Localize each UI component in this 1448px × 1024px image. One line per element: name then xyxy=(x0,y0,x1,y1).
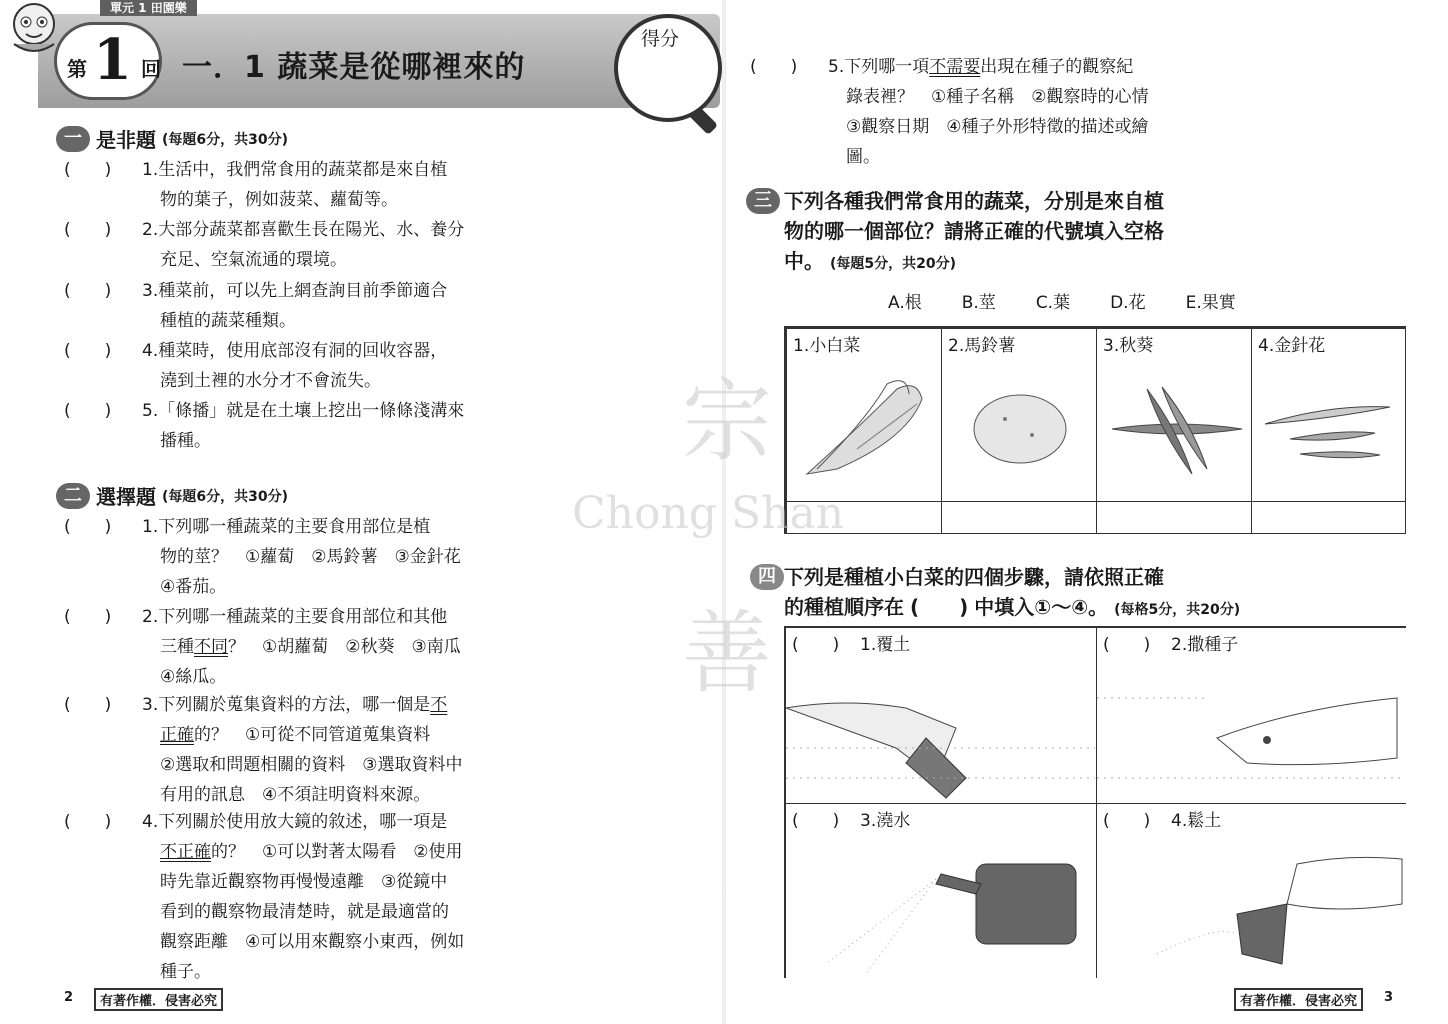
question-line: 觀察距離 ④可以用來觀察小東西，例如 xyxy=(160,932,465,952)
section3-line: 中。 xyxy=(784,249,824,273)
question-line: 物的葉子，例如菠菜、蘿蔔等。 xyxy=(160,190,398,210)
veg-label: 4.金針花 xyxy=(1258,336,1326,356)
veg-cell-daylily xyxy=(1251,328,1406,502)
watermark-text: Chong Shan xyxy=(572,488,845,539)
step-label: 1.覆土 xyxy=(860,635,911,655)
tf-question-2 xyxy=(64,215,714,277)
step-answer[interactable]: ( ) xyxy=(792,635,840,655)
tf-question-1 xyxy=(64,155,714,217)
lesson-suffix: 回 xyxy=(141,57,161,81)
question-line: 時先靠近觀察物再慢慢遠離 ③從鏡中 xyxy=(160,872,448,892)
question-text: 3.下列關於蒐集資料的方法，哪一個是 xyxy=(142,695,431,715)
section1-title: 是非題 xyxy=(96,128,156,152)
vegetable-table xyxy=(784,326,1406,534)
question-text: 的？ ①可以對著太陽看 ②使用 xyxy=(211,842,463,862)
section3-line: 物的哪一個部位？請將正確的代號填入空格 xyxy=(784,219,1164,243)
question-text: 出現在種子的觀察紀 xyxy=(980,57,1134,77)
tf-question-5 xyxy=(64,396,714,458)
veg-cell-okra xyxy=(1096,328,1252,502)
section3-header xyxy=(746,186,1436,279)
step-cell-water xyxy=(786,803,1097,978)
loosen-soil-illustration xyxy=(1097,844,1405,977)
unit-label: 單元 1 田園樂 xyxy=(100,0,197,16)
question-line: 充足、空氣流通的環境。 xyxy=(160,250,347,270)
section3-line: 下列各種我們常食用的蔬菜，分別是來自植 xyxy=(784,189,1164,213)
question-text: ？ ①胡蘿蔔 ②秋葵 ③南瓜 xyxy=(228,637,461,657)
steps-grid xyxy=(784,626,1406,978)
step-cell-sow-seeds xyxy=(1096,628,1406,804)
step-label: 3.澆水 xyxy=(860,811,911,831)
copyright-right: 有著作權．侵害必究 xyxy=(1234,988,1363,1011)
question-text: 5.下列哪一項 xyxy=(828,57,930,77)
mc-question-4 xyxy=(64,807,714,989)
question-line: 種植的蔬菜種類。 xyxy=(160,311,296,331)
option-leaf: C.葉 xyxy=(1035,293,1071,313)
step-cell-loosen-soil xyxy=(1096,803,1406,978)
tf-question-3 xyxy=(64,276,714,338)
answer-paren[interactable]: ( ) xyxy=(64,695,112,715)
answer-paren[interactable]: ( ) xyxy=(64,341,112,361)
section3-note: (每題5分，共20分) xyxy=(830,256,957,272)
answer-paren[interactable]: ( ) xyxy=(64,160,112,180)
veg-cell-cabbage xyxy=(786,328,942,502)
section4-text: 的種植順序在 xyxy=(784,595,904,619)
watermark-char: 宗 xyxy=(682,369,772,474)
potato-icon xyxy=(970,389,1070,469)
lesson-badge xyxy=(54,22,162,100)
lesson-number: 1 xyxy=(93,27,132,93)
question-line: 圖。 xyxy=(846,147,880,167)
daylily-bud-icon xyxy=(1260,399,1400,469)
emphasis-text: 不正確 xyxy=(160,842,211,862)
answer-paren-example: ( ) xyxy=(910,595,969,619)
question-line: 物的莖？ ①蘿蔔 ②馬鈴薯 ③金針花 xyxy=(160,547,461,567)
sow-seeds-illustration xyxy=(1097,668,1405,802)
tf-question-4 xyxy=(64,336,714,398)
question-line: 1.生活中，我們常食用的蔬菜都是來自植 xyxy=(142,160,448,180)
question-line: ③觀察日期 ④種子外形特徵的描述或繪 xyxy=(846,117,1149,137)
section4-header xyxy=(750,562,1440,625)
section4-text: 中填入①～④。 xyxy=(974,595,1109,619)
answer-paren[interactable]: ( ) xyxy=(64,517,112,537)
section4-line: 下列是種植小白菜的四個步驟，請依照正確 xyxy=(784,565,1164,589)
answer-paren[interactable]: ( ) xyxy=(64,281,112,301)
section2-badge: 二 xyxy=(56,483,90,509)
question-line: 5.「條播」就是在土壤上挖出一條條淺溝來 xyxy=(142,401,465,421)
step-cell-cover-soil xyxy=(786,628,1097,804)
option-fruit: E.果實 xyxy=(1185,293,1236,313)
question-line: 錄表裡？ ①種子名稱 ②觀察時的心情 xyxy=(846,87,1149,107)
question-line: ②選取和問題相關的資料 ③選取資料中 xyxy=(160,755,463,775)
question-text: 三種 xyxy=(160,637,194,657)
okra-icon xyxy=(1107,379,1247,479)
copyright-left: 有著作權．侵害必究 xyxy=(94,988,223,1011)
section2-note: (每題6分，共30分) xyxy=(162,488,289,505)
watermark-char: 善 xyxy=(682,601,772,706)
step-label: 4.鬆土 xyxy=(1171,811,1222,831)
bok-choy-icon xyxy=(797,369,927,479)
mc-question-3 xyxy=(64,690,714,812)
option-flower: D.花 xyxy=(1110,293,1146,313)
mc-question-2 xyxy=(64,602,714,694)
veg-label: 3.秋葵 xyxy=(1103,336,1154,356)
section1-header xyxy=(56,124,288,153)
question-line: 播種。 xyxy=(160,431,211,451)
option-root: A.根 xyxy=(888,293,922,313)
page-number-left: 2 xyxy=(64,990,74,1005)
page-title: 一．1 蔬菜是從哪裡來的 xyxy=(182,50,526,85)
answer-paren[interactable]: ( ) xyxy=(64,401,112,421)
question-line: 1.下列哪一種蔬菜的主要食用部位是植 xyxy=(142,517,431,537)
emphasis-text: 正確 xyxy=(160,725,194,745)
section2-title: 選擇題 xyxy=(96,485,156,509)
section2-header xyxy=(56,481,288,510)
answer-paren[interactable]: ( ) xyxy=(64,220,112,240)
answer-cell[interactable] xyxy=(941,501,1097,534)
question-text: 的？ ①可從不同管道蒐集資料 xyxy=(194,725,431,745)
veg-label: 2.馬鈴薯 xyxy=(948,336,1016,356)
question-line: 4.種菜時，使用底部沒有洞的回收容器， xyxy=(142,341,448,361)
question-line: 2.下列哪一種蔬菜的主要食用部位和其他 xyxy=(142,607,448,627)
veg-cell-potato xyxy=(941,328,1097,502)
step-answer[interactable]: ( ) xyxy=(1103,811,1151,831)
question-line: 看到的觀察物最清楚時，就是最適當的 xyxy=(160,902,449,922)
question-line: 種子。 xyxy=(160,962,211,982)
answer-paren[interactable]: ( ) xyxy=(64,607,112,627)
question-line: 有用的訊息 ④不須註明資料來源。 xyxy=(160,785,431,805)
veg-label: 1.小白菜 xyxy=(793,336,861,356)
answer-cell[interactable] xyxy=(1096,501,1252,534)
question-line: 3.種菜前，可以先上網查詢目前季節適合 xyxy=(142,281,448,301)
question-line: 4.下列關於使用放大鏡的敘述，哪一項是 xyxy=(142,812,448,832)
answer-cell[interactable] xyxy=(1251,501,1406,534)
score-label: 得分 xyxy=(641,28,680,50)
cover-soil-illustration xyxy=(786,668,1095,802)
question-line: ④絲瓜。 xyxy=(160,667,227,687)
emphasis-text: 不需要 xyxy=(929,57,981,77)
page-number-right: 3 xyxy=(1384,990,1394,1005)
emphasis-text: 不同 xyxy=(194,637,228,657)
question-line: 澆到土裡的水分才不會流失。 xyxy=(160,371,381,391)
section1-badge: 一 xyxy=(56,126,90,152)
section1-note: (每題6分，共30分) xyxy=(162,131,289,148)
question-line: 2.大部分蔬菜都喜歡生長在陽光、水、養分 xyxy=(142,220,465,240)
lesson-prefix: 第 xyxy=(67,57,87,81)
step-answer[interactable]: ( ) xyxy=(1103,635,1151,655)
answer-paren[interactable]: ( ) xyxy=(750,57,798,77)
mc-question-5 xyxy=(750,52,1440,172)
watering-can-illustration xyxy=(786,844,1095,977)
step-answer[interactable]: ( ) xyxy=(792,811,840,831)
section3-badge: 三 xyxy=(746,188,780,214)
answer-paren[interactable]: ( ) xyxy=(64,812,112,832)
section4-note: (每格5分，共20分) xyxy=(1114,602,1241,618)
option-stem: B.莖 xyxy=(961,293,996,313)
section3-options xyxy=(888,288,1236,313)
step-label: 2.撒種子 xyxy=(1171,635,1239,655)
emphasis-text: 不 xyxy=(430,695,448,715)
question-line: ④番茄。 xyxy=(160,577,227,597)
section4-badge: 四 xyxy=(750,564,784,590)
